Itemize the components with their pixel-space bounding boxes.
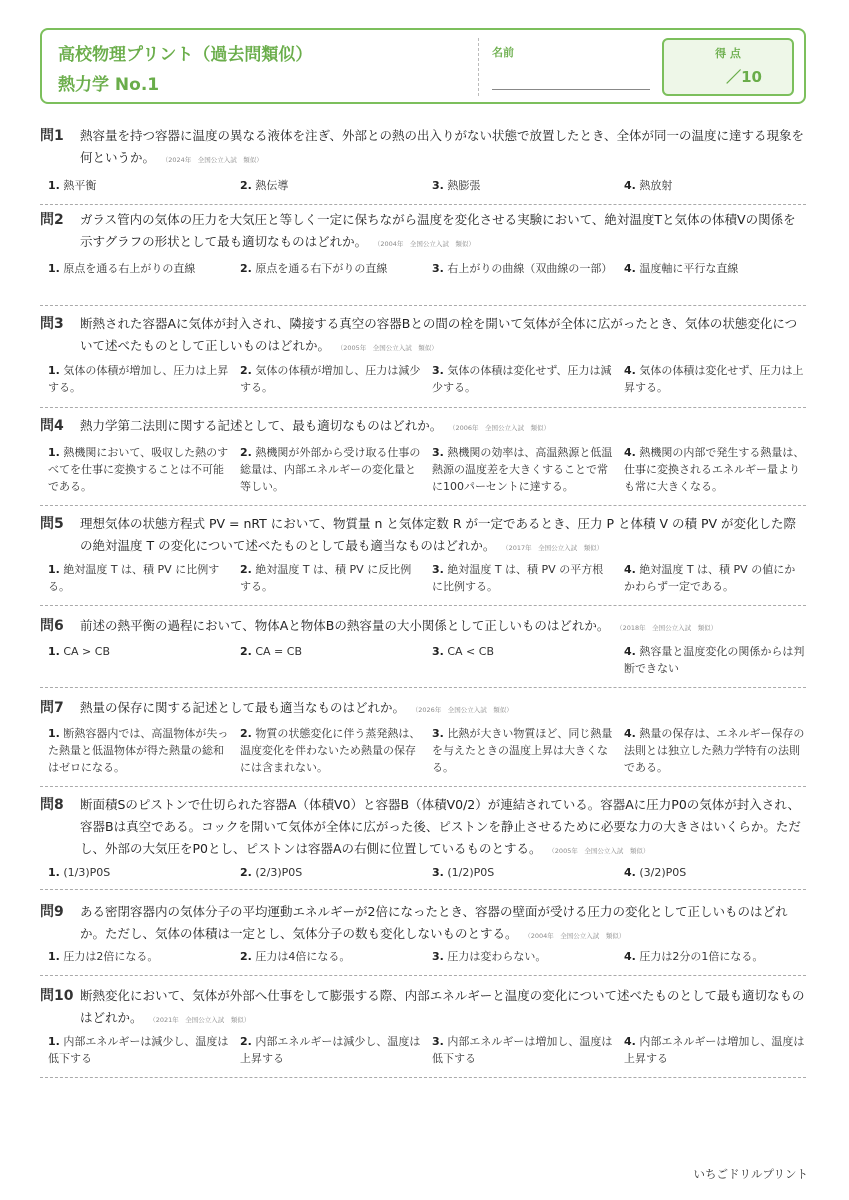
divider: [40, 204, 806, 205]
option-2[interactable]: 2. 内部エネルギーは減少し、温度は上昇する: [240, 1035, 421, 1065]
worksheet-title: 高校物理プリント（過去問類似）: [58, 45, 313, 65]
option-1[interactable]: 1. 内部エネルギーは減少し、温度は低下する: [48, 1035, 229, 1065]
option-3[interactable]: 3. 熱機関の効率は、高温熱源と低温熱源の温度差を大きくすることで常に100パーセントに達する。: [432, 446, 613, 493]
option-1[interactable]: 1. (1/3)P0S: [48, 866, 111, 879]
question-number: 問4: [40, 418, 64, 434]
divider: [40, 975, 806, 976]
question-source: （2024年 全国公立入試 類似）: [165, 156, 263, 164]
question-source: （2005年 全国公立入試 類似）: [340, 344, 438, 352]
question-number: 問2: [40, 212, 64, 228]
option-2[interactable]: 2. 気体の体積が増加し、圧力は減少する。: [240, 364, 421, 394]
option-2[interactable]: 2. 熱機関が外部から受け取る仕事の総量は、内部エネルギーの変化量と等しい。: [240, 446, 421, 493]
option-3[interactable]: 3. 圧力は変わらない。: [432, 950, 547, 963]
option-1[interactable]: 1. 圧力は2倍になる。: [48, 950, 159, 963]
question-number: 問9: [40, 904, 64, 920]
option-2[interactable]: 2. 原点を通る右下がりの直線: [240, 262, 388, 275]
option-2[interactable]: 2. 絶対温度 T は、積 PV に反比例する。: [240, 563, 412, 593]
question-text: 断面積Sのピストンで仕切られた容器A（体積V0）と容器B（体積V0/2）が連結されている。容器Aに圧力P0の気体が封入され、容器Bは真空である。コックを開いて気体が全体に広がった後、ピストンを静止させるために必要な力の大きさはいくらか。ただし、外部の大気圧をP0とし、ピストンは容器Aの右側に位置しているものとする。 （2005年 全国公立入試 類似）: [80, 797, 801, 856]
divider: [40, 786, 806, 787]
option-3[interactable]: 3. 気体の体積は変化せず、圧力は減少する。: [432, 364, 612, 394]
score-box: [662, 38, 794, 96]
option-3[interactable]: 3. 熱膨張: [432, 179, 481, 192]
divider: [40, 505, 806, 506]
worksheet-header: [40, 28, 806, 104]
divider: [40, 305, 806, 306]
question-source: （2021年 全国公立入試 類似）: [152, 1016, 251, 1024]
question-source: （2006年 全国公立入試 類似）: [452, 424, 551, 432]
option-4[interactable]: 4. 気体の体積は変化せず、圧力は上昇する。: [624, 364, 804, 394]
option-4[interactable]: 4. 温度軸に平行な直線: [624, 262, 739, 275]
score-value: ／10: [726, 68, 762, 86]
question-text: 前述の熱平衡の過程において、物体Aと物体Bの熱容量の大小関係として正しいものはどれか。 （2018年 全国公立入試 類似）: [80, 618, 718, 633]
question-text: ガラス管内の気体の圧力を大気圧と等しく一定に保ちながら温度を変化させる実験において、絶対温度Tと気体の体積Vの関係を示すグラフの形状として最も適切なものはどれか。 （2004年 全国公立入試 類似）: [80, 212, 796, 249]
name-field[interactable]: [492, 89, 650, 90]
question-number: 問6: [40, 618, 64, 634]
option-1[interactable]: 1. 断熱容器内では、高温物体が失った熱量と低温物体が得た熱量の総和はゼロになる。: [48, 727, 229, 774]
divider: [40, 1077, 806, 1078]
question-source: （2018年 全国公立入試 類似）: [619, 624, 718, 632]
question-number: 問5: [40, 516, 64, 532]
option-4[interactable]: 4. 内部エネルギーは増加し、温度は上昇する: [624, 1035, 805, 1065]
option-3[interactable]: 3. CA < CB: [432, 645, 494, 658]
question-text: 断熱変化において、気体が外部へ仕事をして膨張する際、内部エネルギーと温度の変化について述べたものとして最も適切なものはどれか。 （2021年 全国公立入試 類似）: [80, 988, 805, 1025]
question-source: （2004年 全国公立入試 類似）: [377, 240, 475, 248]
question-number: 問1: [40, 128, 64, 144]
option-4[interactable]: 4. 熱機関の内部で発生する熱量は、仕事に変換されるエネルギー量よりも常に大きくなる。: [624, 446, 805, 493]
divider: [40, 407, 806, 408]
option-1[interactable]: 1. 熱機関において、吸収した熱のすべてを仕事に変換することは不可能である。: [48, 446, 229, 493]
question-source: （2004年 全国公立入試 類似）: [527, 932, 626, 940]
option-1[interactable]: 1. 熱平衡: [48, 179, 97, 192]
option-2[interactable]: 2. 物質の状態変化に伴う蒸発熱は、温度変化を伴わないため熱量の保存には含まれない。: [240, 727, 421, 774]
question-text: 熱容量を持つ容器に温度の異なる液体を注ぎ、外部との熱の出入りがない状態で放置したとき、全体が同一の温度に達する現象を何というか。 （2024年 全国公立入試 類似）: [80, 128, 805, 165]
option-4[interactable]: 4. 絶対温度 T は、積 PV の値にかかわらず一定である。: [624, 563, 796, 593]
option-1[interactable]: 1. CA > CB: [48, 645, 110, 658]
option-1[interactable]: 1. 気体の体積が増加し、圧力は上昇する。: [48, 364, 229, 394]
option-4[interactable]: 4. 熱放射: [624, 179, 673, 192]
question-number: 問3: [40, 316, 64, 332]
question-text: 熱力学第二法則に関する記述として、最も適切なものはどれか。 （2006年 全国公立入試 類似）: [80, 418, 551, 433]
divider: [40, 889, 806, 890]
score-label: 得 点: [715, 47, 741, 60]
question-number: 問7: [40, 700, 64, 716]
option-4[interactable]: 4. 圧力は2分の1倍になる。: [624, 950, 764, 963]
question-text: 熱量の保存に関する記述として最も適当なものはどれか。 （2026年 全国公立入試 類似）: [80, 700, 513, 715]
question-source: （2017年 全国公立入試 類似）: [505, 544, 604, 552]
option-2[interactable]: 2. 圧力は4倍になる。: [240, 950, 351, 963]
question-number: 問8: [40, 797, 64, 813]
question-number: 問10: [40, 988, 74, 1004]
option-3[interactable]: 3. 絶対温度 T は、積 PV の平方根に比例する。: [432, 563, 604, 593]
option-2[interactable]: 2. CA = CB: [240, 645, 302, 658]
option-2[interactable]: 2. 熱伝導: [240, 179, 289, 192]
option-3[interactable]: 3. 右上がりの曲線（双曲線の一部）: [432, 262, 613, 275]
option-3[interactable]: 3. (1/2)P0S: [432, 866, 495, 879]
header-divider: [478, 38, 479, 96]
question-text: 理想気体の状態方程式 PV = nRT において、物質量 n と気体定数 R が一定であるとき、圧力 P と体積 V の積 PV が変化した際の絶対温度 T の変化について述べたものとして最も適当なものはどれか。 （2017年 全国公立入試 類似）: [80, 516, 797, 553]
divider: [40, 687, 806, 688]
worksheet-subtitle: 熱力学 No.1: [58, 75, 160, 95]
option-3[interactable]: 3. 内部エネルギーは増加し、温度は低下する: [432, 1035, 613, 1065]
question-text: 断熱された容器Aに気体が封入され、隣接する真空の容器Bとの間の栓を開いて気体が全体に広がったとき、気体の状態変化について述べたものとして正しいものはどれか。 （2005年 全国公立入試 類似）: [80, 316, 798, 353]
option-3[interactable]: 3. 比熱が大きい物質ほど、同じ熱量を与えたときの温度上昇は大きくなる。: [432, 727, 613, 774]
question-text: ある密閉容器内の気体分子の平均運動エネルギーが2倍になったとき、容器の壁面が受ける圧力の変化として正しいものはどれか。ただし、気体の体積は一定とし、気体分子の数も変化しないものとする。 （2004年 全国公立入試 類似）: [80, 904, 788, 941]
name-label: 名前: [492, 46, 514, 59]
option-1[interactable]: 1. 絶対温度 T は、積 PV に比例する。: [48, 563, 220, 593]
footer-brand: いちごドリルプリント: [693, 1167, 808, 1181]
question-source: （2026年 全国公立入試 類似）: [415, 706, 513, 714]
option-4[interactable]: 4. 熱量の保存は、エネルギー保存の法則とは独立した熱力学特有の法則である。: [624, 727, 805, 774]
option-1[interactable]: 1. 原点を通る右上がりの直線: [48, 262, 196, 275]
option-2[interactable]: 2. (2/3)P0S: [240, 866, 303, 879]
question-source: （2005年 全国公立入試 類似）: [551, 847, 650, 855]
option-4[interactable]: 4. 熱容量と温度変化の関係からは判断できない: [624, 645, 805, 675]
divider: [40, 605, 806, 606]
option-4[interactable]: 4. (3/2)P0S: [624, 866, 687, 879]
